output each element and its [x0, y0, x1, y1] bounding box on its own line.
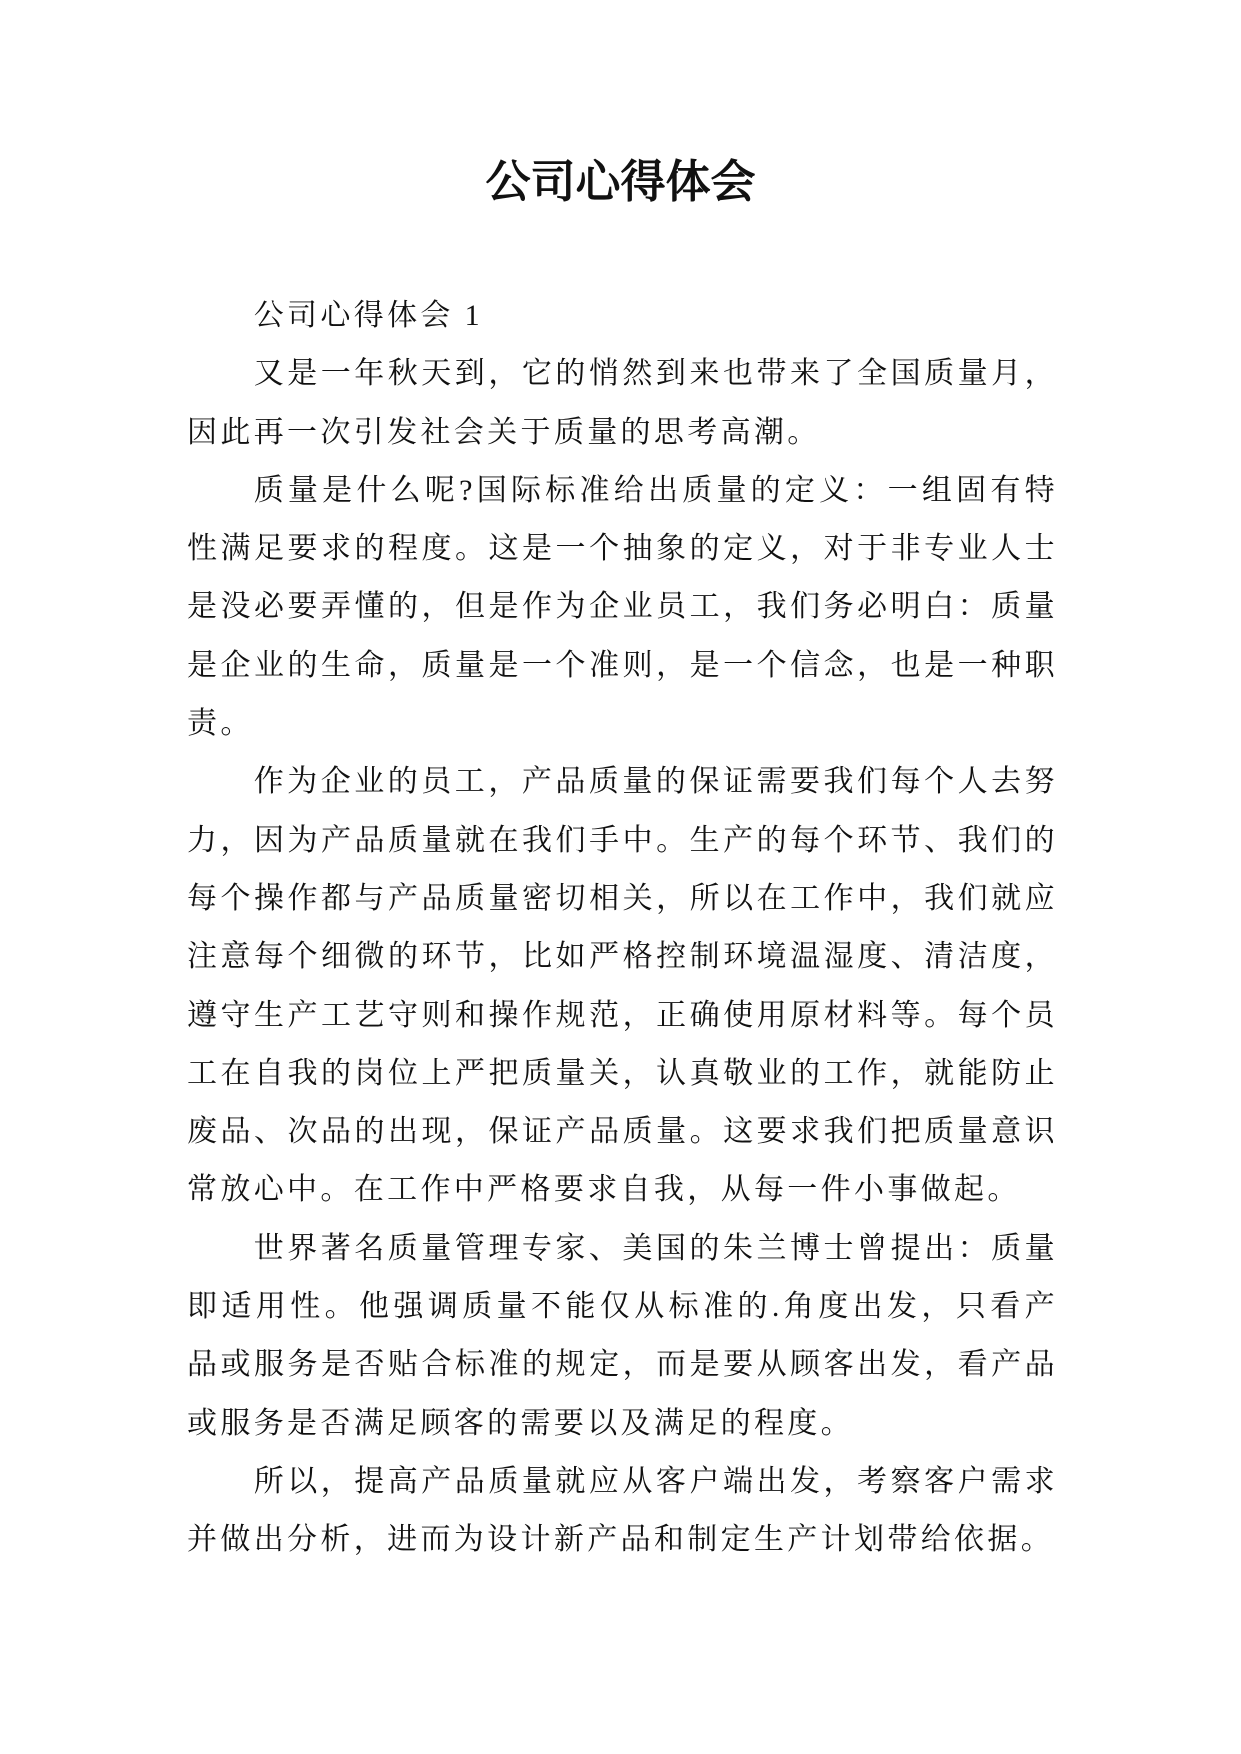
paragraph-1: 又是一年秋天到，它的悄然到来也带来了全国质量月，因此再一次引发社会关于质量的思考高潮。 [187, 357, 1058, 449]
paragraph-2: 质量是什么呢?国际标准给出质量的定义：一组固有特性满足要求的程度。这是一个抽象的定义，对于非专业人士是没必要弄懂的，但是作为企业员工，我们务必明白：质量是企业的生命，质量是一个准则，是一个信念，也是一种职责。 [187, 473, 1058, 741]
paragraph-4: 世界著名质量管理专家、美国的朱兰博士曾提出：质量即适用性。他强调质量不能仅从标准的.角度出发，只看产品或服务是否贴合标准的规定，而是要从顾客出发，看产品或服务是否满足顾客的需要以及满足的程度。 [187, 1231, 1058, 1440]
document-body [187, 287, 1058, 1570]
paragraph-5: 所以，提高产品质量就应从客户端出发，考察客户需求并做出分析，进而为设计新产品和制定生产计划带给依据。 [187, 1464, 1058, 1557]
section-heading: 公司心得体会 1 [253, 299, 483, 332]
paragraph-3: 作为企业的员工，产品质量的保证需要我们每个人去努力，因为产品质量就在我们手中。生产的每个环节、我们的每个操作都与产品质量密切相关，所以在工作中，我们就应注意每个细微的环节，比如严格控制环境温湿度、清洁度，遵守生产工艺守则和操作规范，正确使用原材料等。每个员工在自我的岗位上严把质量关，认真敬业的工作，就能防止废品、次品的出现，保证产品质量。这要求我们把质量意识常放心中。在工作中严格要求自我，从每一件小事做起。 [187, 765, 1058, 1207]
document-title: 公司心得体会 [485, 157, 756, 207]
